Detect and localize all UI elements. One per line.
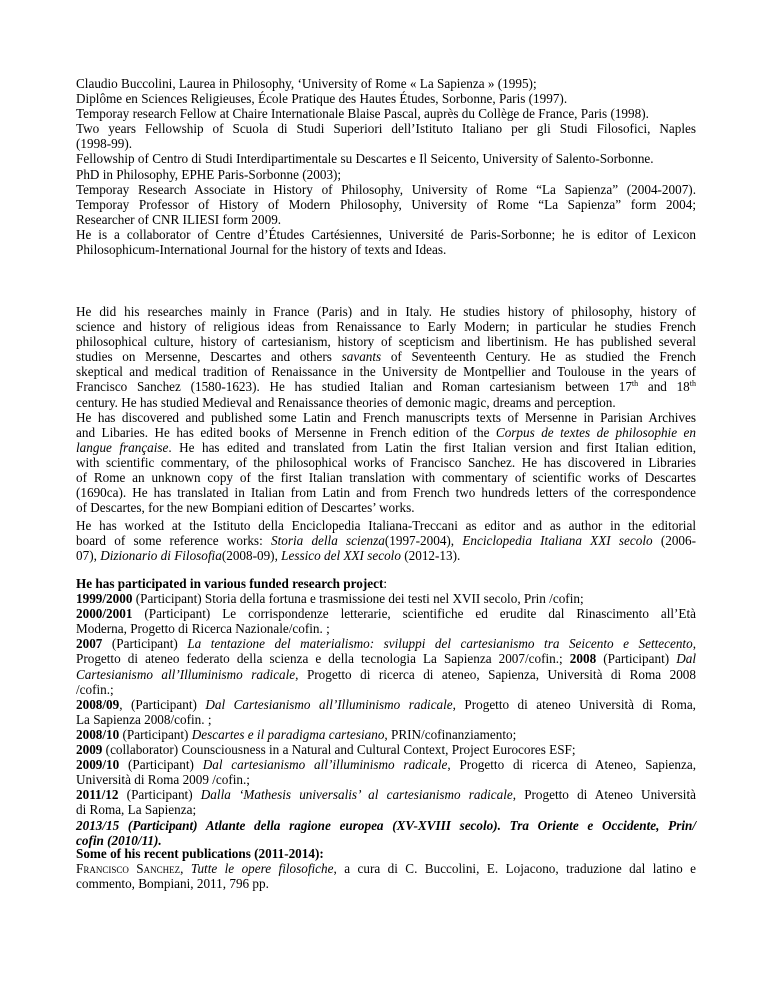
paragraph-line: He has worked at the Istituto della Enciclopedia Italiana-Treccani as editor and as author in the editorial [76,518,696,533]
bio-line: Temporay Research Associate in History of Philosophy, University of Rome “La Sapienza” (2004-2007). [76,181,696,197]
project-entry: 2008/10 (Participant) Descartes e il paradigma cartesiano, PRIN/cofinanziamento; [76,726,517,742]
bio-line: Two years Fellowship of Scuola di Studi Superiori dell’Istituto Italiano per gli Studi Filosofici, Naples [76,121,696,137]
paragraph-line: studies on Mersenne, Descartes and others savants of Seventeenth Century. He as studied the French [76,349,696,365]
paragraph-line: skeptical and medical tradition of Renaissance in the University de Montpellier and Toulouse in the years of [76,364,696,380]
research-paragraph [76,304,696,515]
paragraph-line: and Libaries. He has edited books of Mersenne in French edition of the Corpus de textes de philosophie en [76,424,696,440]
corpus-title-italic: langue française [76,439,169,455]
paragraph-line: He has discovered and published some Latin and French manuscripts texts of Mersenne in Parisian Archives [76,409,696,425]
paragraph-line: He did his researches mainly in France (Paris) and in Italy. He studies history of philosophy, history of [76,304,696,319]
paragraph-line: Francisco Sanchez (1580-1623). He has studied Italian and Roman cartesianism between 17th and 18th [76,379,696,395]
biography-section [76,76,696,257]
project-entry: 2009 (collaborator) Counsciousness in a Natural and Cultural Context, Project Eurocores ESF; [76,742,576,758]
bio-line: Philosophicum-International Journal for the history of texts and Ideas. [76,242,447,258]
project-entry: 2000/2001 (Participant) Le corrispondenze letterarie, scientifiche ed erudite dal Rinascimento all’Età [76,606,696,622]
project-entry-cont: Moderna, Progetto di Ricerca Nazionale/cofin. ; [76,621,330,637]
publication-title: Tutte le opere filosofiche [190,861,334,877]
savants-italic: savants [341,349,382,365]
bio-line: Claudio Buccolini, Laurea in Philosophy, ‘University of Rome « La Sapienza » (1995); [76,76,537,91]
paragraph-line: 07), Dizionario di Filosofia(2008-09), Lessico del XXI secolo (2012-13). [76,548,461,564]
project-entry-cont: Università di Roma 2009 /cofin.; [76,772,250,788]
project-entry-cont: /cofin.; [76,681,114,697]
project-entry: 2011/12 (Participant) Dalla ‘Mathesis universalis’ al cartesianismo radicale, Progetto di Ateneo Università [76,787,696,803]
bio-line: Temporay research Fellow at Chaire Internationale Blaise Pascal, auprès du Collège de France, Paris (1998). [76,106,649,122]
paragraph-line: of Rome an unknown copy of the first Italian translation with commentary of scientific works of Descartes [76,470,696,486]
project-entry-cont: La Sapienza 2008/cofin. ; [76,711,212,727]
bio-line: Diplôme en Sciences Religieuses, École Pratique des Hautes Études, Sorbonne, Paris (1997). [76,91,568,107]
section-heading: He has participated in various funded research project: [76,576,388,591]
projects-section [76,576,696,848]
project-entry-cont: Cartesianismo all’Illuminismo radicale, Progetto di ricerca di ateneo, Sapienza, Università di Roma 2008 [76,666,696,682]
publication-entry-cont: commento, Bompiani, 2011, 796 pp. [76,876,269,892]
publication-author: Francisco Sanchez [76,861,181,877]
project-entry: 2008/09, (Participant) Dal Cartesianismo all’Illuminismo radicale, Progetto di ateneo Università di Roma, [76,696,696,712]
paragraph-line: (1690ca). He has translated in Italian from Latin and from French two hundreds letters of the correspondence [76,485,696,501]
bio-line: Temporay Professor of History of Modern Philosophy, University of Rome “La Sapienza” form 2004; [76,196,696,212]
project-entry: 1999/2000 (Participant) Storia della fortuna e trasmissione dei testi nel XVII secolo, Prin /cofin; [76,591,584,607]
paragraph-line: board of some reference works: Storia della scienza(1997-2004), Enciclopedia Italiana XXI secolo (2006- [76,533,696,549]
paragraph-line: with scientific commentary, of the philosophical works of Francisco Sanchez. He has discovered in Libraries [76,454,696,470]
bio-line: Researcher of CNR ILIESI form 2009. [76,211,282,227]
paragraph-line: philosophical culture, history of cartesianism, history of scepticism and libertinism. He has published several [76,334,696,350]
corpus-title-italic: Corpus de textes de philosophie en [495,424,696,440]
section-heading: Some of his recent publications (2011-2014): [76,846,324,861]
paragraph-line: langue française. He has edited and translated from Latin the first Italian version and first Italian edition, [76,439,696,455]
paragraph-line: century. He has studied Medieval and Renaissance theories of demonic magic, dreams and perception. [76,394,616,410]
publications-section [76,846,696,891]
bio-line: Fellowship of Centro di Studi Interdipartimentale su Descartes e Il Seicento, University of Salento-Sorbonne. [76,151,654,167]
editorial-paragraph [76,518,696,563]
project-entry: 2007 (Participant) La tentazione del materialismo: sviluppi del cartesianismo tra Seicento e Settecento, [76,636,696,652]
project-entry: 2013/15 (Participant) Atlante della ragione europea (XV-XVIII secolo). Tra Oriente e Occidente, Prin/ [76,817,696,833]
bio-line: (1998-99). [76,136,133,152]
publication-entry: Francisco Sanchez, Tutte le opere filosofiche, a cura di C. Buccolini, E. Lojacono, traduzione dal latino e [76,861,697,877]
project-entry-cont: cofin (2010/11). [76,832,162,848]
bio-line: He is a collaborator of Centre d’Études Cartésiennes, Université de Paris-Sorbonne; he is editor of Lexicon [76,226,696,242]
project-entry: Progetto di ateneo federato della scienza e della tecnologia La Sapienza 2007/cofin.; 2008 (Participant) Dal [76,651,696,667]
paragraph-line: science and history of religious ideas from Renaissance to Early Modern; in particular he studies French [76,319,696,335]
paragraph-line: of Descartes, for the new Bompiani edition of Descartes’ works. [76,500,415,516]
project-entry: 2009/10 (Participant) Dal cartesianismo all’illuminismo radicale, Progetto di ricerca di Ateneo, Sapienza, [76,757,696,773]
bio-line: PhD in Philosophy, EPHE Paris-Sorbonne (2003); [76,166,342,182]
project-entry-cont: di Roma, La Sapienza; [76,802,197,818]
